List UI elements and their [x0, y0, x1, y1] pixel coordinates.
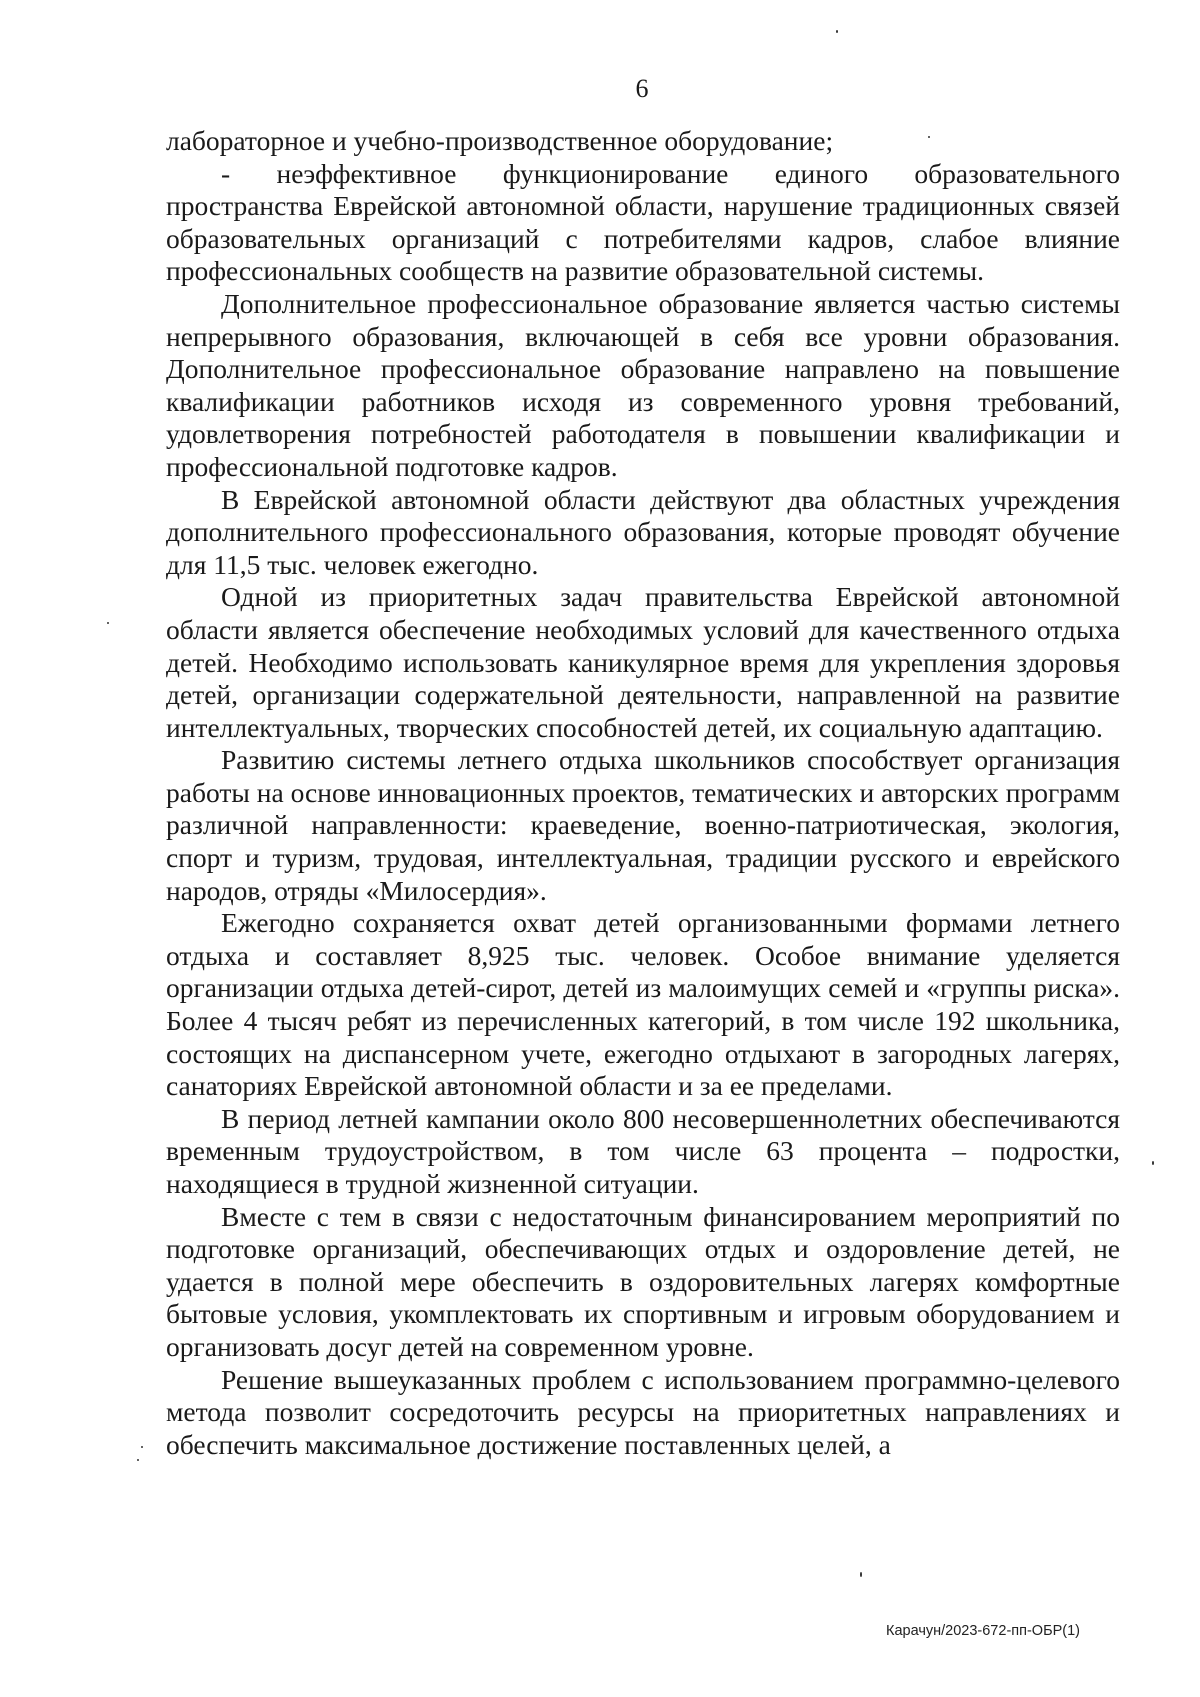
paragraph: В период летней кампании около 800 несовершеннолетних обеспечиваются временным трудоустройством, в том числе 63 процента – подростки, находящиеся в трудной жизненной ситуации. — [166, 1102, 1120, 1199]
paragraph: Решение вышеуказанных проблем с использованием программно-целевого метода позволит сосредоточить ресурсы на приоритетных направлениях и обеспечить максимальное достижение поставленных целей, а — [166, 1363, 1120, 1460]
scan-speck — [141, 1446, 143, 1448]
page-number: 6 — [635, 74, 649, 103]
paragraph: В Еврейской автономной области действуют два областных учреждения дополнительного профессионального образования, которые проводят обучение для 11,5 тыс. человек ежегодно. — [166, 483, 1120, 580]
scan-speck — [860, 1572, 862, 1577]
paragraph-continuation: лабораторное и учебно-производственное оборудование; — [166, 125, 834, 156]
scan-speck — [137, 1459, 139, 1461]
paragraph: Развитию системы летнего отдыха школьников способствует организация работы на основе инновационных проектов, тематических и авторских программ различной направленности: краеведение, военно-патриотическая, экология, спорт и туризм, трудовая, интеллектуальная, традиции русского и еврейского народов, отряды «Милосердия». — [166, 744, 1120, 906]
paragraph: Одной из приоритетных задач правительства Еврейской автономной области является обеспечение необходимых условий для качественного отдыха детей. Необходимо использовать каникулярное время для укрепления здоровья детей, организации содержательной деятельности, направленной на развитие интеллектуальных, творческих способностей детей, их социальную адаптацию. — [166, 581, 1120, 743]
paragraph: Дополнительное профессиональное образование является частью системы непрерывного образования, включающей в себя все уровни образования. Дополнительное профессиональное образование направлено на повышение квалификации работников исходя из современного уровня требований, удовлетворения потребностей работодателя в повышении квалификации и профессиональной подготовке кадров. — [166, 287, 1120, 482]
paragraph-list-item: - неэффективное функционирование единого образовательного пространства Еврейской автономной области, нарушение традиционных связей образовательных организаций с потребителями кадров, слабое влияние профессиональных сообществ на развитие образовательной системы. — [166, 157, 1120, 287]
document-body — [166, 125, 1120, 1461]
scan-speck — [1152, 1161, 1154, 1165]
scan-speck — [928, 136, 930, 138]
scan-speck — [836, 30, 838, 33]
scan-speck — [107, 622, 109, 624]
paragraph: Вместе с тем в связи с недостаточным финансированием мероприятий по подготовке организаций, обеспечивающих отдых и оздоровление детей, не удается в полной мере обеспечить в оздоровительных лагерях комфортные бытовые условия, укомплектовать их спортивным и игровым оборудованием и организовать досуг детей на современном уровне. — [166, 1200, 1120, 1362]
paragraph: Ежегодно сохраняется охват детей организованными формами летнего отдыха и составляет 8,925 тыс. человек. Особое внимание уделяется организации отдыха детей-сирот, детей из малоимущих семей и «группы риска». Более 4 тысяч ребят из перечисленных категорий, в том числе 192 школьника, состоящих на диспансерном учете, ежегодно отдыхают в загородных лагерях, санаториях Еврейской автономной области и за ее пределами. — [166, 907, 1120, 1102]
document-code: Карачун/2023-672-пп-ОБР(1) — [886, 1623, 1080, 1639]
